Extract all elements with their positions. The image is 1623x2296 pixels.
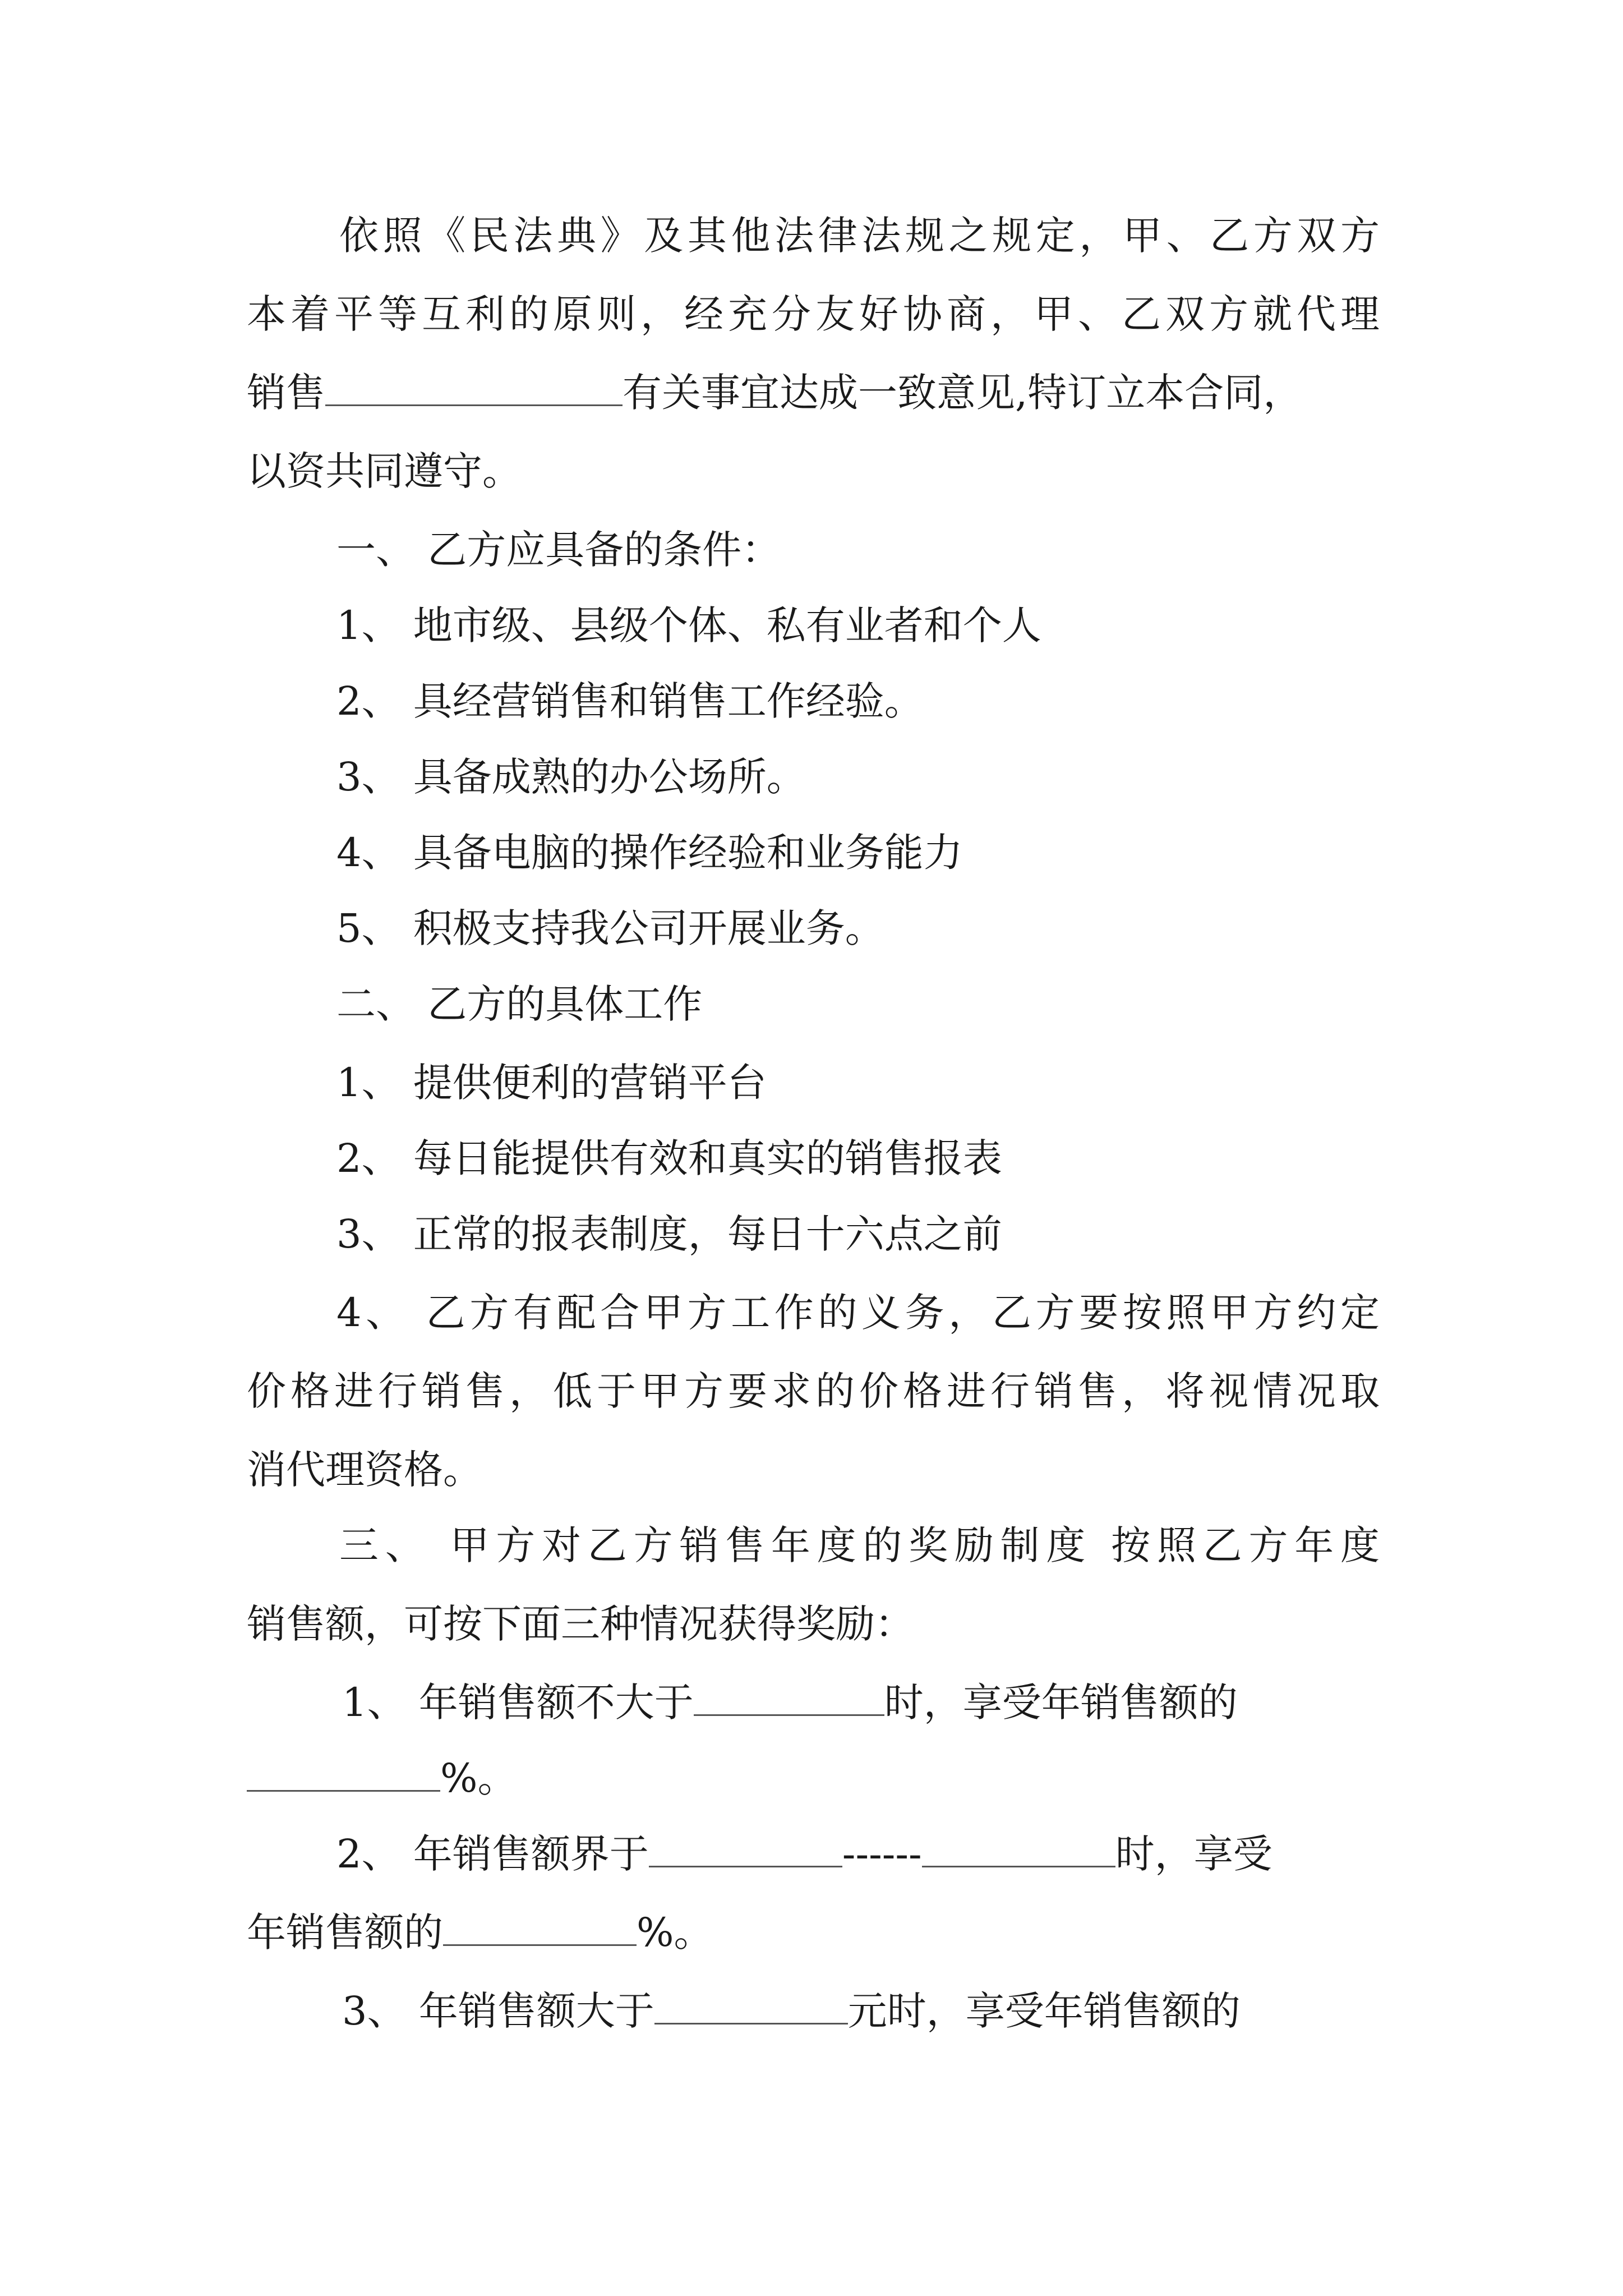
blank-field-range-high [922,1830,1115,1867]
item-2-dashes: ------ [842,1831,922,1877]
blank-field-threshold-3 [654,1987,848,2024]
section-1-item-3: 3、 具备成熟的办公场所。 [336,754,806,800]
section-3-heading-line-1: 三、 甲方对乙方销售年度的奖励制度 按照乙方年度 [339,1522,1380,1568]
item-2-prefix: 2、 年销售额界于 [336,1831,649,1877]
item-1-prefix: 1、 年销售额不大于 [342,1680,694,1726]
section-3-item-2-line-2 [247,1904,1380,1961]
section-2-item-4-line-3: 消代理资格。 [247,1447,482,1493]
section-3-item-1-line-2 [247,1750,1380,1806]
intro-line-1: 依照《民法典》及其他法律法规之规定，甲、乙方双方 [339,213,1380,259]
section-1-item-4: 4、 具备电脑的操作经验和业务能力 [336,830,963,876]
item-3-prefix: 3、 年销售额大于 [342,1988,654,2034]
item-2-line-2-suffix: %。 [637,1910,713,1955]
item-3-suffix: 元时，享受年销售额的 [847,1988,1241,2034]
intro-line-3-prefix: 销售 [247,370,325,416]
intro-line-3-suffix: 有关事宜达成一致意见,特订立本合同， [623,370,1303,416]
item-2-line-2-prefix: 年销售额的 [247,1910,443,1955]
item-1-suffix: 时，享受年销售额的 [884,1680,1238,1726]
section-3-item-1-line-1 [342,1674,1380,1731]
section-2-heading: 二、 乙方的具体工作 [336,981,703,1027]
section-1-item-2: 2、 具经营销售和销售工作经验。 [336,678,924,724]
section-2-item-1: 1、 提供便利的营销平台 [336,1060,767,1106]
section-3-heading-line-2: 销售额，可按下面三种情况获得奖励： [247,1601,914,1647]
section-2-item-4-line-2: 价格进行销售，低于甲方要求的价格进行销售，将视情况取 [247,1368,1380,1414]
intro-line-4: 以资共同遵守。 [247,448,522,494]
section-2-item-3: 3、 正常的报表制度，每日十六点之前 [336,1211,1002,1257]
section-1-item-5: 5、 积极支持我公司开展业务。 [336,905,884,951]
section-3-item-3-line-1 [342,1983,1380,2039]
blank-field-range-low [649,1830,842,1867]
item-2-suffix: 时，享受 [1115,1831,1272,1877]
item-1-line-2-suffix: %。 [440,1755,517,1801]
intro-line-3 [247,365,1380,421]
blank-field-percent-1 [247,1754,440,1792]
section-2-item-2: 2、 每日能提供有效和真实的销售报表 [336,1135,1002,1181]
intro-line-2: 本着平等互利的原则，经充分友好协商，甲、乙双方就代理 [247,291,1380,337]
section-1-item-1: 1、 地市级、县级个体、私有业者和个人 [336,602,1041,648]
section-3-item-2-line-1 [336,1826,1469,1882]
blank-field-product [325,369,623,406]
section-2-item-4-line-1: 4、 乙方有配合甲方工作的义务，乙方要按照甲方约定 [336,1290,1380,1336]
blank-field-threshold-1 [694,1678,884,1716]
section-1-heading: 一、 乙方应具备的条件： [336,527,781,573]
blank-field-percent-2 [443,1908,637,1946]
